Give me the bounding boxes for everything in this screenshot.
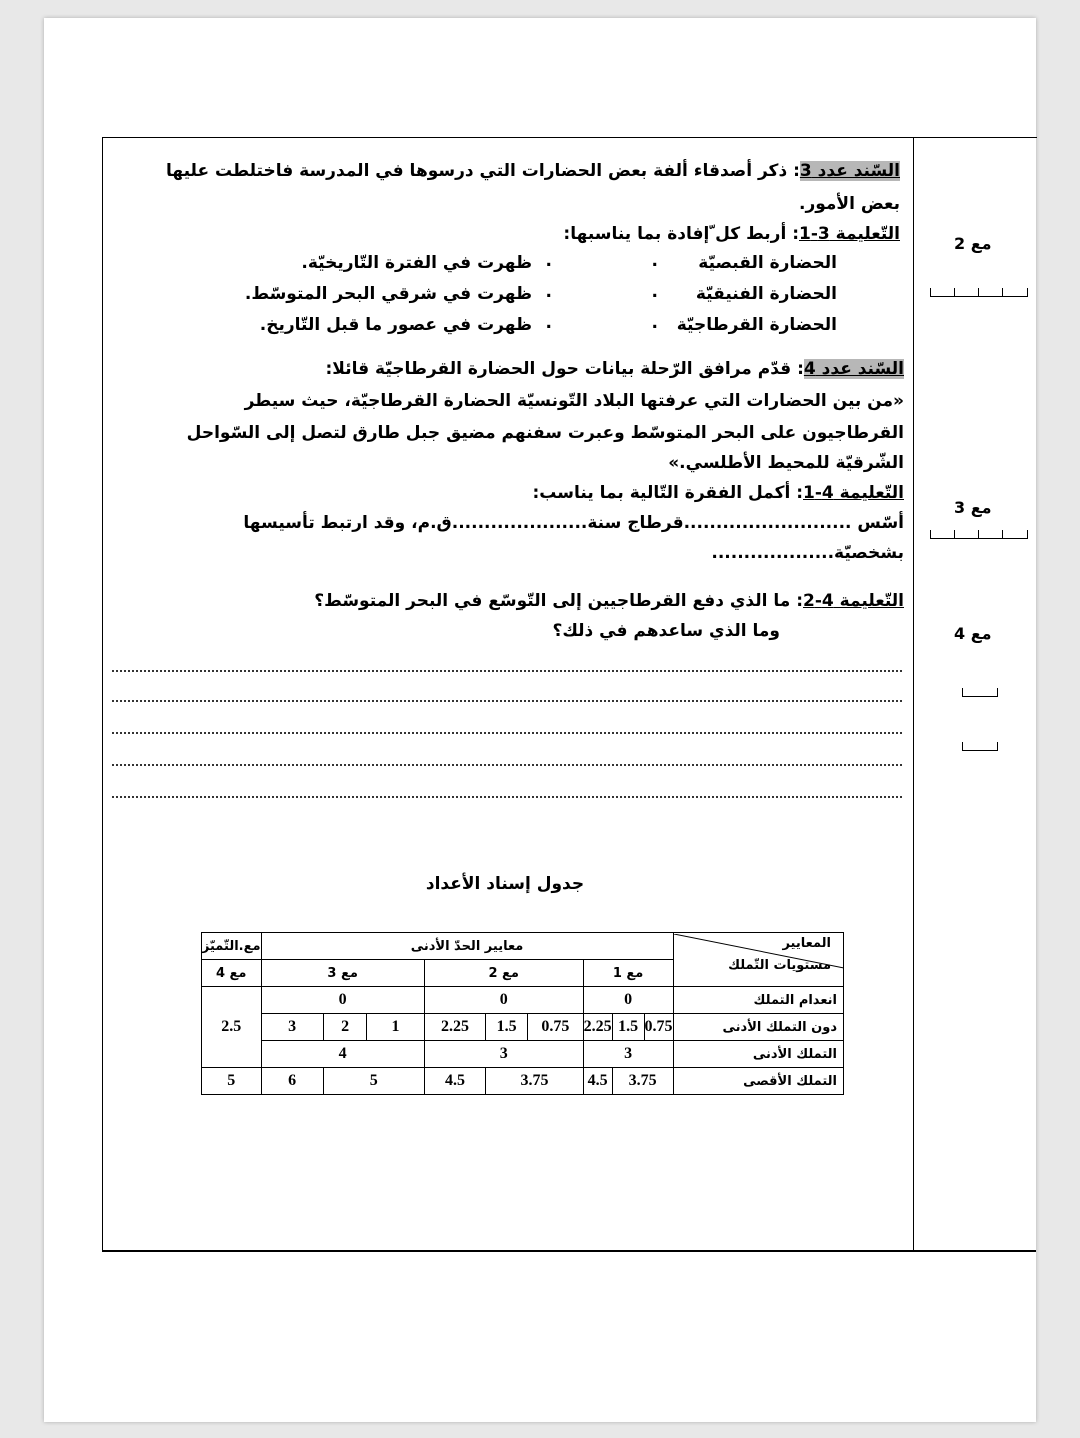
answer-line-2 [112, 700, 902, 702]
corner-levels-label: مستويات التّملك [728, 957, 831, 973]
cell-max-c1-b: 4.5 [583, 1068, 612, 1095]
header-c2: مع 2 [424, 960, 583, 987]
sanad3-text1: : ذكر أصدقاء ألفة بعض الحضارات التي درسوها في المدرسة فاختلطت عليها [166, 161, 800, 181]
fill-line-2: بشخصيّة................... [711, 543, 904, 563]
instr42-text2: وما الذي ساعدهم في ذلك؟ [552, 621, 780, 641]
instr41-line [532, 482, 904, 504]
table-corner-cell [673, 933, 844, 987]
min-criteria-header: معايير الحدّ الأدنى [261, 933, 673, 960]
instr41-label: التّعليمة 4-1 [803, 483, 904, 503]
header-c1: مع 1 [583, 960, 673, 987]
score-box-c3 [930, 530, 1028, 539]
instr42-line [314, 590, 904, 612]
cell-max-c1-a: 3.75 [612, 1068, 673, 1095]
header-c4: مع 4 [201, 960, 261, 987]
cell-below-c2-b: 1.5 [486, 1014, 528, 1041]
score-box-c4-1 [962, 688, 998, 697]
answer-line-1 [112, 670, 902, 672]
cell-min-c2: 3 [424, 1041, 583, 1068]
row-label-none: انعدام التملك [673, 987, 844, 1014]
sanad4-line1 [326, 358, 905, 380]
sanad3-text2: بعض الأمور. [798, 194, 900, 214]
score-box-c3-tick-3 [1002, 530, 1003, 538]
score-box-c2-tick-3 [1002, 288, 1003, 296]
score-box-c2 [930, 288, 1028, 297]
sanad3-label: السّند عدد 3 [799, 161, 900, 181]
sanad4-text1: : قدّم مرافق الرّحلة بيانات حول الحضارة القرطاجيّة قائلا: [325, 359, 804, 379]
excellence-header: مع.التّميّز [201, 933, 261, 960]
score-box-c2-tick-2 [978, 288, 979, 296]
match-dot-left-1: . [651, 251, 658, 271]
score-box-c3-tick-2 [978, 530, 979, 538]
answer-line-5 [112, 796, 902, 798]
match-dot-right-3: . [545, 313, 552, 333]
criterion-4-label: مع 4 [954, 624, 992, 643]
criterion-2-label: مع 2 [954, 234, 992, 253]
match-left-2: الحضارة الفنيقيّة [695, 284, 837, 304]
instr42-label: التّعليمة 4-2 [803, 591, 904, 611]
score-box-c3-tick-1 [954, 530, 955, 538]
instr31-text: : أربط كل ّإفادة بما يناسبها: [563, 224, 799, 244]
match-right-1: ظهرت في الفترة التّاريخيّة. [301, 253, 532, 273]
row-label-max: التملك الأقصى [673, 1068, 844, 1095]
score-box-c4-2 [962, 742, 998, 751]
cell-min-c1: 3 [583, 1041, 673, 1068]
cell-none-c1: 0 [583, 987, 673, 1014]
sanad4-quote1: «من بين الحضارات التي عرفتها البلاد التّونسيّة الحضارة القرطاجيّة، حيث سيطر [244, 391, 904, 411]
match-dot-right-2: . [545, 282, 552, 302]
cell-below-c3-c: 3 [261, 1014, 323, 1041]
cell-below-c1-a: 0.75 [644, 1014, 673, 1041]
match-right-2: ظهرت في شرقي البحر المتوسّط. [244, 284, 532, 304]
cell-min-c3: 4 [261, 1041, 424, 1068]
cell-max-c3-b: 6 [261, 1068, 323, 1095]
cell-below-c1-b: 1.5 [612, 1014, 644, 1041]
cell-none-c3: 0 [261, 987, 424, 1014]
answer-line-4 [112, 764, 902, 766]
instr31-line [563, 223, 900, 245]
row-label-below-min: دون التملك الأدنى [673, 1014, 844, 1041]
criteria-column-divider [913, 137, 914, 1251]
cell-max-c4: 5 [201, 1068, 261, 1095]
cell-below-c2-a: 0.75 [528, 1014, 584, 1041]
sanad4-label: السّند عدد 4 [803, 359, 904, 379]
cell-below-c3-b: 2 [323, 1014, 367, 1041]
sanad4-quote2: القرطاجيون على البحر المتوسّط وعبرت سفنهم مضيق جبل طارق لتصل إلى السّواحل [186, 423, 904, 443]
grade-table [111, 932, 844, 1095]
criterion-3-label: مع 3 [954, 498, 992, 517]
match-left-1: الحضارة القبصيّة [698, 253, 837, 273]
match-dot-left-2: . [651, 282, 658, 302]
answer-line-3 [112, 732, 902, 734]
match-left-3: الحضارة القرطاجيّة [676, 315, 837, 335]
cell-max-c2-a: 3.75 [486, 1068, 583, 1095]
instr42-text: : ما الذي دفع القرطاجيين إلى التّوسّع في البحر المتوسّط؟ [314, 591, 803, 611]
instr31-label: التّعليمة 3-1 [799, 224, 900, 244]
match-dot-right-1: . [545, 251, 552, 271]
cell-below-c1-c: 2.25 [583, 1014, 612, 1041]
cell-max-c2-b: 4.5 [424, 1068, 486, 1095]
cell-below-c2-c: 2.25 [424, 1014, 486, 1041]
sanad3-line1 [166, 160, 900, 182]
score-box-c2-tick-1 [954, 288, 955, 296]
header-c3: مع 3 [261, 960, 424, 987]
match-dot-left-3: . [651, 313, 658, 333]
cell-below-c3-a: 1 [367, 1014, 424, 1041]
row-label-min: التملك الأدنى [673, 1041, 844, 1068]
grade-table-title: جدول إسناد الأعداد [425, 874, 585, 894]
instr41-text: : أكمل الفقرة التّالية بما يناسب: [532, 483, 803, 503]
match-right-3: ظهرت في عصور ما قبل التّاريخ. [259, 315, 532, 335]
fill-line-1: أسّس ..........................قرطاج سنة.....................ق.م، وقد ارتبط تأسيسها [243, 513, 904, 533]
corner-criteria-label: المعايير [782, 935, 831, 951]
frame-bottom-rule [102, 1250, 1036, 1252]
cell-max-c3-a: 5 [323, 1068, 424, 1095]
cell-below-c4: 2.5 [201, 987, 261, 1068]
sanad4-quote3: الشّرقيّة للمحيط الأطلسي.» [668, 453, 904, 473]
cell-none-c2: 0 [424, 987, 583, 1014]
